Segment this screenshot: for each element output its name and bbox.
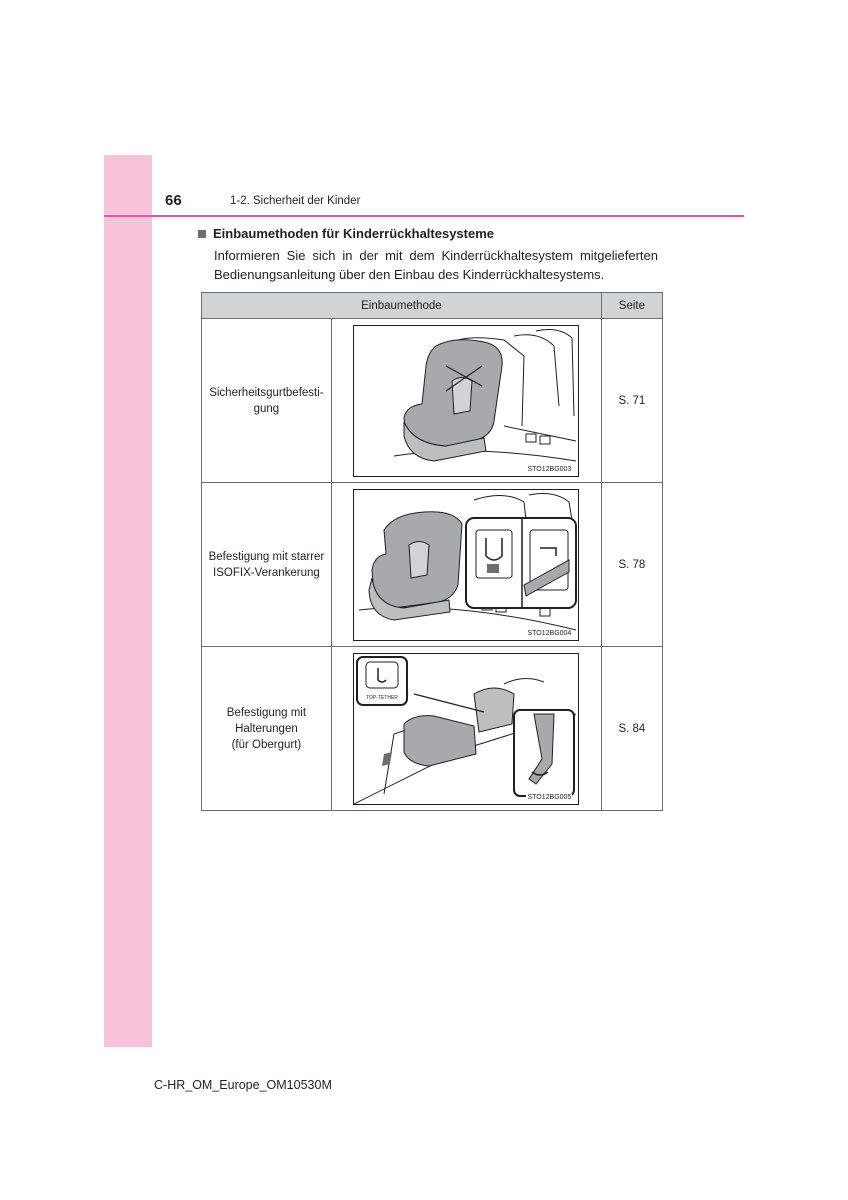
header-page: Seite [601,293,662,319]
figure-code: STO12BG005 [527,793,572,801]
page-number: 66 [165,192,182,209]
installation-methods-table [201,292,663,811]
page-reference: S. 84 [618,722,646,735]
header-method: Einbaumethode [202,293,602,319]
square-bullet-icon [198,230,206,238]
page-cell [601,483,662,647]
intro-paragraph: Informieren Sie sich in der mit dem Kinderrückhaltesystem mitgelieferten Bedienungsanleitung über den Einbau des Kinderrückhaltesystems. [214,248,658,282]
footer-doc-code: C-HR_OM_Europe_OM10530M [154,1078,332,1092]
method-label-line: Befestigung mit [226,706,307,719]
top-tether-figure [353,653,579,805]
page-cell [601,319,662,483]
header-rule [104,215,744,217]
top-tether-illustration [354,654,578,804]
page-reference: S. 78 [618,558,646,571]
page-reference: S. 71 [618,394,646,407]
section-title: Einbaumethoden für Kinderrückhaltesysteme [213,226,495,241]
method-label-line: Halterungen [235,722,298,735]
side-tab [104,155,152,1047]
method-cell [202,647,332,811]
method-cell [202,319,332,483]
table-row [202,647,663,811]
section-heading [198,226,494,241]
figure-cell [331,319,601,483]
method-cell [202,483,332,647]
method-label-line: Sicherheitsgurtbefesti- [209,386,324,399]
figure-cell [331,483,601,647]
page-cell [601,647,662,811]
isofix-illustration [354,490,578,640]
figure-code: STO12BG003 [527,465,572,473]
figure-cell [331,647,601,811]
method-label-line: (für Obergurt) [231,738,302,751]
method-label-line: Befestigung mit starrer [208,550,325,563]
table-header-row [202,293,663,319]
tether-label: TOP-TETHER [366,694,399,701]
chapter-title: 1-2. Sicherheit der Kinder [230,195,361,207]
method-label-line: gung [253,402,280,415]
seatbelt-illustration [354,326,578,476]
isofix-figure [353,489,579,641]
method-label-line: ISOFIX-Verankerung [213,566,320,579]
table-row [202,483,663,647]
figure-code: STO12BG004 [527,629,572,637]
seatbelt-figure [353,325,579,477]
table-row [202,319,663,483]
